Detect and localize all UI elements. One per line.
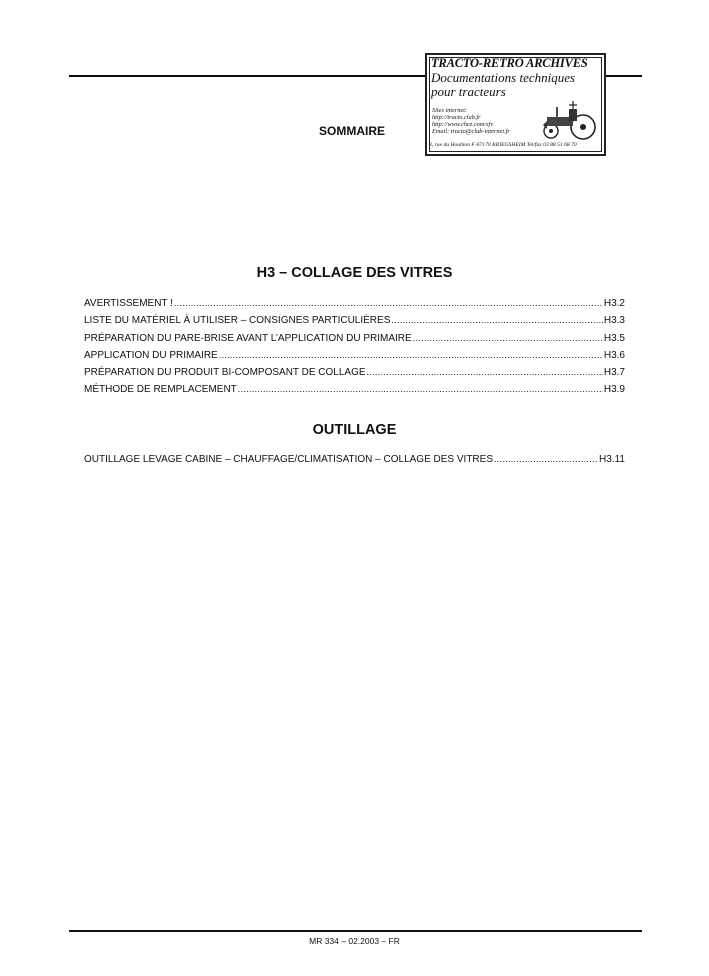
- toc-entry[interactable]: [84, 298, 625, 315]
- toc-leader-dots: [238, 384, 603, 394]
- page-title-sommaire: SOMMAIRE: [319, 124, 385, 138]
- toc-entry-label: LISTE DU MATÉRIEL À UTILISER – CONSIGNES PARTICULIÈRES: [84, 315, 391, 327]
- toc-entry[interactable]: [84, 384, 625, 401]
- toc-entry-page: H3.7: [603, 367, 625, 379]
- toc-entry-label: AVERTISSEMENT !: [84, 298, 173, 309]
- toc-entry-label: PRÉPARATION DU PRODUIT BI-COMPOSANT DE COLLAGE: [84, 367, 366, 379]
- toc-entry-page: H3.11: [599, 454, 625, 465]
- stamp-address: 3, rue du Houblon F-67170 KRIEGSHEIM Tel/fax 03 88 51 68 70: [429, 142, 577, 148]
- toc-leader-dots: [219, 350, 603, 360]
- toc-entry[interactable]: [84, 350, 625, 367]
- toc-entry-page: H3.6: [603, 349, 625, 361]
- toc-leader-dots: [367, 367, 603, 377]
- stamp-email: Email: tracto@club-internet.fr: [432, 128, 510, 135]
- top-rule-right: [606, 75, 642, 77]
- section-title-outillage: OUTILLAGE: [312, 422, 397, 438]
- toc-entry-label: OUTILLAGE LEVAGE CABINE – CHAUFFAGE/CLIMATISATION – COLLAGE DES VITRES: [84, 454, 493, 465]
- stamp-site-2: http://www.chez.com/sfv: [432, 121, 494, 128]
- toc-entry-page: H3.5: [603, 332, 625, 344]
- stamp-line-2: pour tracteurs: [431, 84, 506, 99]
- top-rule-left: [69, 75, 425, 77]
- toc-entry-page: H3.2: [603, 298, 625, 309]
- toc-entry[interactable]: [84, 367, 625, 384]
- stamp-title: TRACTO-RETRO ARCHIVES: [431, 56, 588, 70]
- tractor-icon: [539, 99, 601, 141]
- toc-leader-dots: [494, 454, 598, 464]
- footer-rule: [69, 930, 642, 932]
- toc-entry[interactable]: [84, 315, 625, 332]
- toc-leader-dots: [174, 298, 603, 308]
- toc-entry-label: APPLICATION DU PRIMAIRE: [84, 349, 218, 361]
- toc-entry[interactable]: [84, 454, 625, 471]
- section-title-h3: H3 – COLLAGE DES VITRES: [256, 265, 453, 281]
- archive-stamp: [425, 53, 606, 156]
- toc-entry-label: PRÉPARATION DU PARE-BRISE AVANT L’APPLICATION DU PRIMAIRE: [84, 332, 412, 344]
- footer-reference: MR 334 – 02.2003 – FR: [309, 936, 400, 946]
- stamp-sites-label: Sites internet:: [432, 107, 468, 114]
- stamp-site-1: http://tracto.club.fr: [432, 114, 481, 121]
- toc-leader-dots: [391, 315, 603, 325]
- toc-entry[interactable]: [84, 333, 625, 350]
- toc-entry-label: MÉTHODE DE REMPLACEMENT: [84, 384, 237, 396]
- table-of-contents: [84, 298, 625, 402]
- stamp-line-1: Documentations techniques: [431, 70, 576, 85]
- toc-entry-page: H3.9: [603, 384, 625, 396]
- tools-table-of-contents: [84, 454, 625, 471]
- toc-leader-dots: [413, 333, 603, 343]
- toc-entry-page: H3.3: [603, 315, 625, 327]
